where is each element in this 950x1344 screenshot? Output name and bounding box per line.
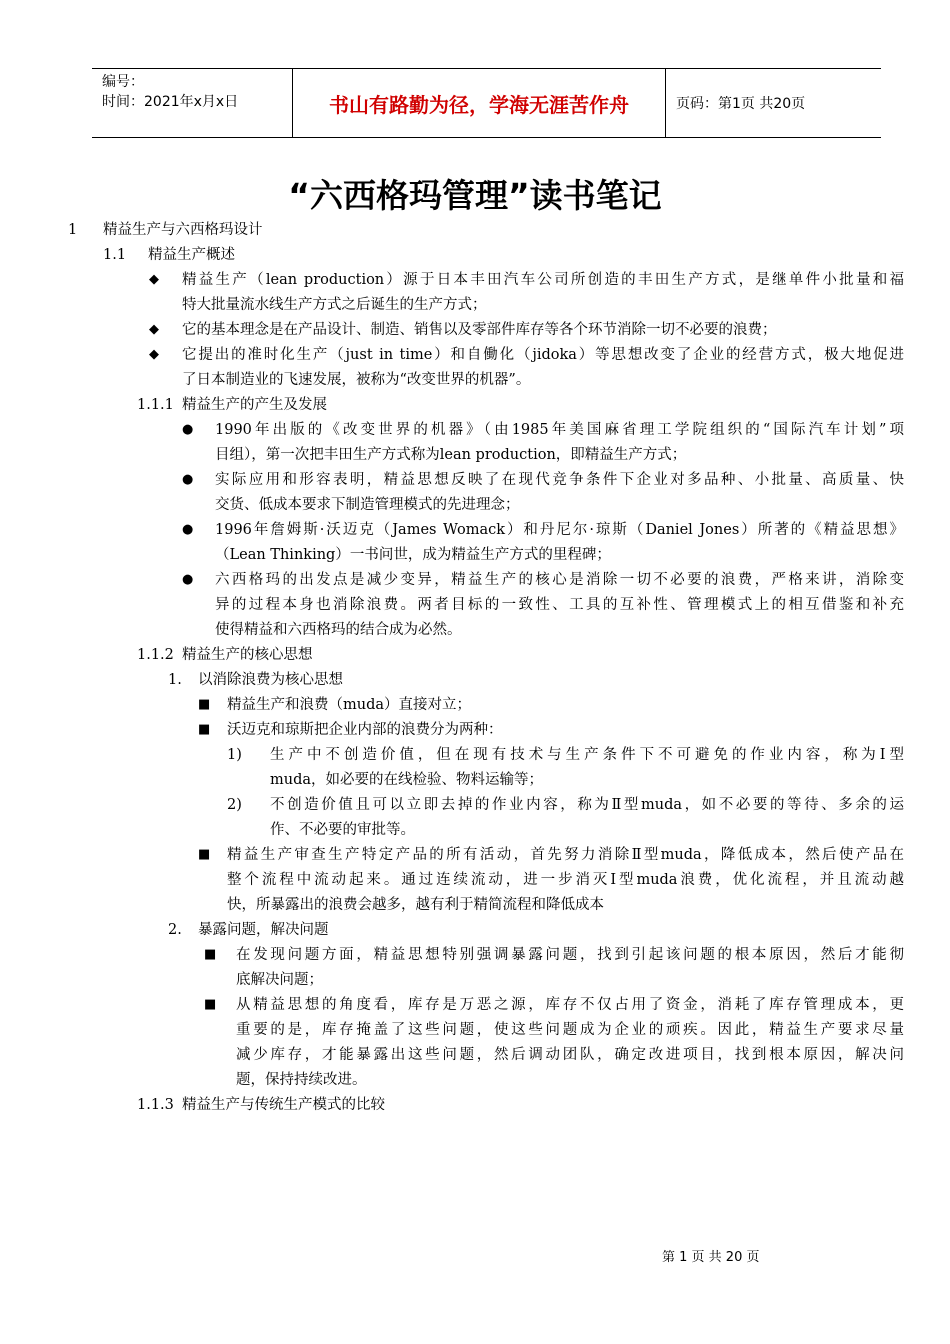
section-number: 1.1.1 (137, 397, 174, 413)
dot-bullet-icon: ● (182, 572, 194, 587)
section-heading: 精益生产的核心思想 (182, 647, 313, 663)
header-motto: 书山有路勤为径，学海无涯苦作舟 (293, 69, 666, 137)
document-title: “六西格玛管理”读书笔记 (288, 176, 662, 215)
header-meta-cell (92, 69, 293, 137)
bullet-text: 底解决问题； (236, 972, 323, 988)
bullet-text: 精益生产和浪费（muda）直接对立； (227, 697, 472, 713)
bullet-text: 1990年出版的《改变世界的机器》（由1985年美国麻省理工学院组织的“国际汽车计划”项 (215, 422, 904, 438)
bullet-text: 减少库存，才能暴露出这些问题，然后调动团队，确定改进项目，找到根本原因，解决问 (236, 1047, 904, 1063)
bullet-text: 目组），第一次把丰田生产方式称为lean production，即精益生产方式； (215, 447, 687, 463)
bullet-text: 1996年詹姆斯·沃迈克（James Womack）和丹尼尔·琼斯（Daniel Jones）所著的《精益思想》 (215, 522, 904, 538)
bullet-text: 它提出的准时化生产（just in time）和自働化（jidoka）等思想改变了企业的经营方式，极大地促进 (182, 347, 904, 363)
list-text: 不创造价值且可以立即去掉的作业内容，称为Ⅱ型muda，如不必要的等待、多余的运 (270, 797, 904, 813)
page-header (92, 68, 881, 138)
list-text: 作、不必要的审批等。 (270, 822, 415, 838)
section-number: 1.1.2 (137, 647, 174, 663)
bullet-text: 了日本制造业的飞速发展，被称为“改变世界的机器”。 (182, 372, 531, 388)
list-number: 1) (227, 747, 242, 763)
square-bullet-icon: ■ (198, 722, 211, 737)
dot-bullet-icon: ● (182, 422, 194, 437)
square-bullet-icon: ■ (198, 847, 211, 862)
bullet-text: 整个流程中流动起来。通过连续流动，进一步消灭Ⅰ型muda浪费，优化流程，并且流动越 (227, 872, 904, 888)
list-number: 1. (168, 672, 182, 688)
list-text: 生产中不创造价值，但在现有技术与生产条件下不可避免的作业内容，称为Ⅰ型 (270, 747, 904, 763)
section-number: 1.1.3 (137, 1097, 174, 1113)
square-bullet-icon: ■ (204, 947, 217, 962)
section-heading: 精益生产与传统生产模式的比较 (182, 1097, 385, 1113)
bullet-text: （Lean Thinking）一书问世，成为精益生产方式的里程碑； (215, 547, 611, 563)
list-heading: 暴露问题，解决问题 (198, 922, 329, 938)
list-number: 2) (227, 797, 242, 813)
diamond-bullet-icon: ◆ (149, 347, 159, 362)
time-label: 时间：2021年x月x日 (102, 94, 239, 110)
dot-bullet-icon: ● (182, 472, 194, 487)
bullet-text: 在发现问题方面，精益思想特别强调暴露问题，找到引起该问题的根本原因，然后才能彻 (236, 947, 904, 963)
section-number: 1.1 (103, 247, 127, 263)
bullet-text: 实际应用和形容表明，精益思想反映了在现代竞争条件下企业对多品种、小批量、高质量、快 (215, 472, 904, 488)
bullet-text: 精益生产（lean production）源于日本丰田汽车公司所创造的丰田生产方式，是继单件小批量和福 (182, 272, 904, 288)
square-bullet-icon: ■ (204, 997, 217, 1012)
bullet-text: 特大批量流水线生产方式之后诞生的生产方式； (182, 297, 487, 313)
bullet-text: 快，所暴露出的浪费会越多，越有利于精简流程和降低成本 (227, 897, 604, 913)
diamond-bullet-icon: ◆ (149, 322, 159, 337)
bullet-text: 沃迈克和琼斯把企业内部的浪费分为两种： (227, 722, 503, 738)
section-heading: 精益生产与六西格玛设计 (103, 222, 263, 238)
list-text: muda，如必要的在线检验、物料运输等； (270, 772, 544, 788)
bullet-text: 使得精益和六西格玛的结合成为必然。 (215, 622, 462, 638)
list-number: 2. (168, 922, 182, 938)
section-heading: 精益生产概述 (148, 247, 235, 263)
section-number: 1 (68, 222, 78, 238)
bullet-text: 精益生产审查生产特定产品的所有活动，首先努力消除Ⅱ型muda，降低成本，然后使产品在 (227, 847, 904, 863)
bullet-text: 异的过程本身也消除浪费。两者目标的一致性、工具的互补性、管理模式上的相互借鉴和补充 (215, 597, 904, 613)
bullet-text: 从精益思想的角度看，库存是万恶之源，库存不仅占用了资金，消耗了库存管理成本，更 (236, 997, 904, 1013)
page-footer: 第 1 页 共 20 页 (662, 1250, 760, 1265)
section-heading: 精益生产的产生及发展 (182, 397, 327, 413)
code-label: 编号： (102, 74, 144, 90)
bullet-text: 交货、低成本要求下制造管理模式的先进理念； (215, 497, 520, 513)
header-page-label: 页码：第1页 共20页 (676, 96, 806, 112)
square-bullet-icon: ■ (198, 697, 211, 712)
bullet-text: 它的基本理念是在产品设计、制造、销售以及零部件库存等各个环节消除一切不必要的浪费； (182, 322, 777, 338)
bullet-text: 六西格玛的出发点是减少变异，精益生产的核心是消除一切不必要的浪费，严格来讲，消除变 (215, 572, 904, 588)
dot-bullet-icon: ● (182, 522, 194, 537)
bullet-text: 题，保持持续改进。 (236, 1072, 367, 1088)
diamond-bullet-icon: ◆ (149, 272, 159, 287)
list-heading: 以消除浪费为核心思想 (198, 672, 343, 688)
bullet-text: 重要的是，库存掩盖了这些问题，使这些问题成为企业的顽疾。因此，精益生产要求尽量 (236, 1022, 904, 1038)
